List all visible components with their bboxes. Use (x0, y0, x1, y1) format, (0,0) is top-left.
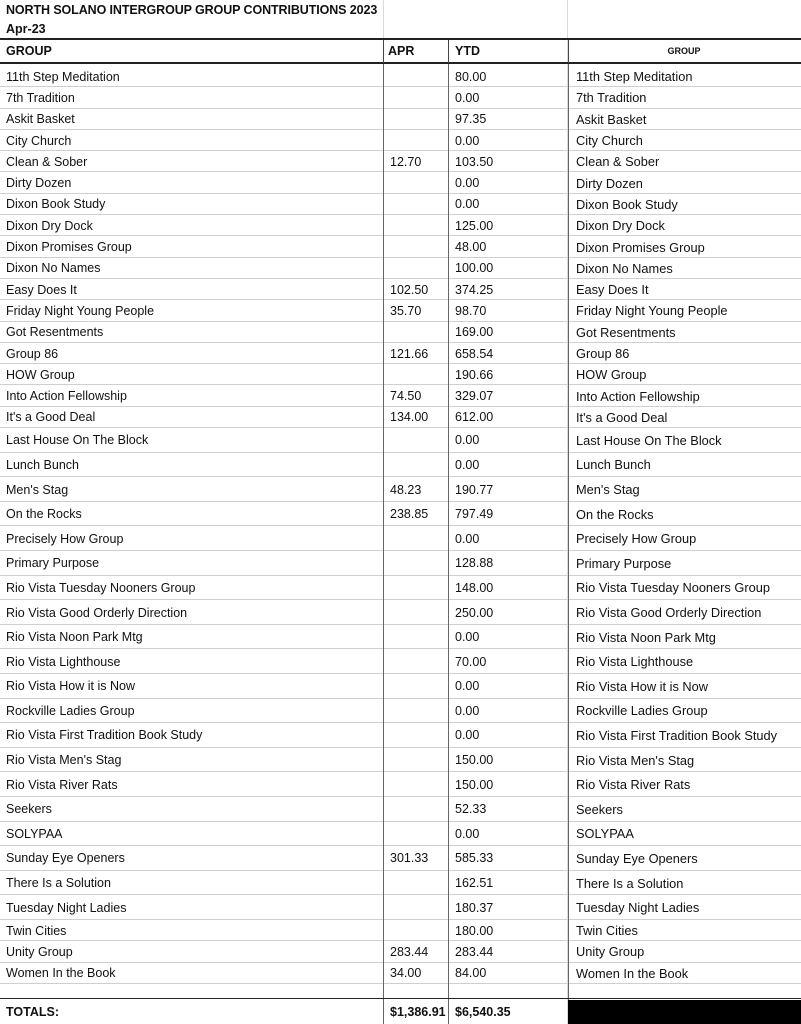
group-right-cell: 11th Step Meditation (576, 69, 693, 85)
group-cell: Got Resentments (6, 325, 104, 340)
column-border-group-right (568, 64, 569, 1000)
ytd-cell: 128.88 (455, 556, 494, 571)
group-right-cell: Precisely How Group (576, 531, 697, 547)
ytd-cell: 148.00 (455, 580, 494, 595)
column-border-ytd (448, 64, 449, 1024)
contributions-table (0, 66, 801, 984)
group-cell: Group 86 (6, 346, 59, 361)
ytd-cell: 0.00 (455, 133, 480, 148)
table-row (0, 364, 801, 385)
table-row (0, 797, 801, 822)
group-cell: Easy Does It (6, 282, 77, 297)
ytd-cell: 150.00 (455, 753, 494, 768)
apr-cell: 238.85 (390, 507, 429, 522)
table-row (0, 674, 801, 699)
ytd-cell: 0.00 (455, 531, 480, 546)
ytd-cell: 97.35 (455, 112, 487, 127)
group-cell: Seekers (6, 802, 52, 817)
apr-cell (388, 797, 450, 822)
group-right-cell: Dixon Dry Dock (576, 218, 665, 234)
apr-cell (388, 109, 450, 130)
apr-cell (388, 215, 450, 236)
group-cell: Rockville Ladies Group (6, 703, 135, 718)
group-right-cell: Rio Vista Men's Stag (576, 752, 695, 768)
group-cell: Rio Vista Noon Park Mtg (6, 630, 143, 645)
table-row (0, 300, 801, 321)
apr-cell (388, 822, 450, 847)
group-cell: It's a Good Deal (6, 410, 96, 425)
ytd-cell: 0.00 (455, 703, 480, 718)
apr-cell: 283.44 (390, 944, 429, 959)
group-right-cell: Unity Group (576, 944, 645, 960)
group-right-cell: Lunch Bunch (576, 457, 651, 473)
group-cell: Dixon Dry Dock (6, 218, 93, 233)
ytd-cell: 70.00 (455, 654, 487, 669)
group-cell: Rio Vista First Tradition Book Study (6, 728, 203, 743)
group-cell: Rio Vista How it is Now (6, 679, 135, 694)
table-row (0, 846, 801, 871)
table-row (0, 895, 801, 920)
table-row (0, 407, 801, 428)
group-right-cell: Got Resentments (576, 324, 676, 340)
apr-cell: 74.50 (390, 389, 422, 404)
group-cell: Dixon Book Study (6, 197, 106, 212)
table-row (0, 551, 801, 576)
group-cell: Dixon No Names (6, 261, 101, 276)
group-cell: Twin Cities (6, 923, 67, 938)
group-right-cell: It's a Good Deal (576, 409, 668, 425)
table-row (0, 172, 801, 193)
ytd-cell: 150.00 (455, 777, 494, 792)
apr-cell (388, 172, 450, 193)
apr-cell: 102.50 (390, 282, 429, 297)
header-ytd: YTD (455, 44, 480, 58)
apr-cell (388, 551, 450, 576)
ytd-cell: 169.00 (455, 325, 494, 340)
group-cell: 7th Tradition (6, 90, 75, 105)
group-right-cell: Last House On The Block (576, 432, 722, 448)
table-row (0, 526, 801, 551)
table-row (0, 215, 801, 236)
ytd-cell: 180.37 (455, 900, 494, 915)
group-cell: On the Rocks (6, 507, 82, 522)
apr-cell (388, 723, 450, 748)
ytd-cell: 797.49 (455, 507, 494, 522)
group-right-cell: Easy Does It (576, 282, 649, 298)
ytd-cell: 190.77 (455, 482, 494, 497)
apr-cell (388, 66, 450, 87)
ytd-cell: 52.33 (455, 802, 487, 817)
table-row (0, 822, 801, 847)
table-row (0, 428, 801, 453)
apr-cell (388, 236, 450, 257)
table-row (0, 258, 801, 279)
group-right-cell: Clean & Sober (576, 154, 660, 170)
apr-cell: 134.00 (390, 410, 429, 425)
ytd-cell: 0.00 (455, 457, 480, 472)
table-row (0, 151, 801, 172)
table-row (0, 322, 801, 343)
group-cell: Dixon Promises Group (6, 240, 132, 255)
group-right-cell: Rio Vista Tuesday Nooners Group (576, 580, 770, 596)
apr-cell (388, 130, 450, 151)
ytd-cell: 658.54 (455, 346, 494, 361)
apr-cell (388, 428, 450, 453)
group-cell: Clean & Sober (6, 154, 88, 169)
apr-cell (388, 871, 450, 896)
apr-cell: 34.00 (390, 966, 422, 981)
apr-cell (388, 699, 450, 724)
table-row (0, 236, 801, 257)
header-divider (448, 40, 449, 63)
group-right-cell: Seekers (576, 801, 623, 817)
table-row (0, 453, 801, 478)
ytd-cell: 100.00 (455, 261, 494, 276)
ytd-cell: 162.51 (455, 876, 494, 891)
ytd-cell: 103.50 (455, 154, 494, 169)
apr-cell (388, 895, 450, 920)
apr-cell: 301.33 (390, 851, 429, 866)
group-right-cell: Dixon Promises Group (576, 239, 705, 255)
apr-cell (388, 576, 450, 601)
apr-cell (388, 772, 450, 797)
group-cell: Into Action Fellowship (6, 389, 127, 404)
group-right-cell: On the Rocks (576, 506, 654, 522)
ytd-cell: 0.00 (455, 630, 480, 645)
totals-top-border (0, 998, 801, 999)
table-row (0, 502, 801, 527)
group-right-cell: Rio Vista Good Orderly Direction (576, 605, 762, 620)
ytd-cell: 612.00 (455, 410, 494, 425)
group-cell: Primary Purpose (6, 556, 100, 571)
group-right-cell: Women In the Book (576, 965, 689, 981)
ytd-cell: 190.66 (455, 367, 494, 382)
group-right-cell: There Is a Solution (576, 875, 684, 891)
totals-label: TOTALS: (6, 1005, 60, 1019)
table-row (0, 343, 801, 364)
group-right-cell: HOW Group (576, 367, 647, 383)
group-cell: Friday Night Young People (6, 303, 155, 318)
apr-cell: 48.23 (390, 482, 422, 497)
group-right-cell: Dixon No Names (576, 260, 673, 276)
group-right-cell: Dirty Dozen (576, 175, 643, 191)
group-right-cell: Askit Basket (576, 111, 647, 127)
group-cell: Unity Group (6, 944, 73, 959)
ytd-cell: 0.00 (455, 176, 480, 191)
group-right-cell: Rio Vista Noon Park Mtg (576, 629, 716, 645)
table-row (0, 941, 801, 962)
black-filled-cell (568, 1000, 801, 1024)
group-right-cell: Sunday Eye Openers (576, 850, 698, 866)
table-row (0, 194, 801, 215)
group-cell: Askit Basket (6, 112, 75, 127)
table-row (0, 699, 801, 724)
table-row (0, 600, 801, 625)
group-right-cell: Dixon Book Study (576, 196, 678, 212)
totals-ytd: $6,540.35 (455, 1005, 511, 1019)
group-cell: Rio Vista River Rats (6, 777, 118, 792)
ytd-cell: 0.00 (455, 90, 480, 105)
column-border-apr (383, 64, 384, 1024)
table-row (0, 279, 801, 300)
group-cell: Sunday Eye Openers (6, 851, 125, 866)
apr-cell (388, 649, 450, 674)
table-row (0, 477, 801, 502)
table-row (0, 66, 801, 87)
apr-cell (388, 920, 450, 941)
apr-cell (388, 322, 450, 343)
group-right-cell: City Church (576, 133, 643, 149)
group-cell: Rio Vista Tuesday Nooners Group (6, 580, 196, 595)
table-row (0, 963, 801, 984)
ytd-cell: 0.00 (455, 826, 480, 841)
ytd-cell: 329.07 (455, 389, 494, 404)
ytd-cell: 0.00 (455, 679, 480, 694)
ytd-cell: 250.00 (455, 605, 494, 620)
group-right-cell: Twin Cities (576, 923, 638, 939)
header-bottom-border (0, 62, 801, 64)
group-cell: Rio Vista Men's Stag (6, 753, 122, 768)
group-right-cell: 7th Tradition (576, 90, 647, 106)
group-right-cell: Rio Vista River Rats (576, 777, 691, 793)
group-cell: Tuesday Night Ladies (6, 900, 127, 915)
group-right-cell: Rio Vista Lighthouse (576, 654, 694, 670)
group-right-cell: Into Action Fellowship (576, 388, 700, 404)
group-right-cell: Group 86 (576, 346, 630, 361)
table-row (0, 871, 801, 896)
apr-cell (388, 194, 450, 215)
group-cell: Precisely How Group (6, 531, 124, 546)
ytd-cell: 84.00 (455, 966, 487, 981)
group-cell: Dirty Dozen (6, 176, 72, 191)
row-divider (0, 983, 801, 984)
group-cell: Men's Stag (6, 482, 69, 497)
apr-cell: 35.70 (390, 303, 422, 318)
group-right-cell: Rockville Ladies Group (576, 703, 708, 719)
ytd-cell: 585.33 (455, 851, 494, 866)
group-right-cell: Rio Vista How it is Now (576, 678, 709, 694)
group-right-cell: Primary Purpose (576, 555, 672, 571)
apr-cell (388, 625, 450, 650)
ytd-cell: 180.00 (455, 923, 494, 938)
group-cell: Women In the Book (6, 966, 116, 981)
apr-cell (388, 674, 450, 699)
group-right-cell: Men's Stag (576, 482, 640, 498)
header-group-right: GROUP (667, 46, 701, 56)
table-row (0, 576, 801, 601)
apr-cell: 12.70 (390, 154, 422, 169)
group-cell: 11th Step Meditation (6, 69, 120, 84)
ytd-cell: 0.00 (455, 433, 480, 448)
header-apr: APR (388, 44, 415, 58)
header-group: GROUP (6, 44, 52, 58)
header-divider (383, 40, 384, 63)
ytd-cell: 80.00 (455, 69, 487, 84)
apr-cell (388, 258, 450, 279)
ytd-cell: 98.70 (455, 303, 487, 318)
apr-cell (388, 600, 450, 625)
totals-apr: $1,386.91 (390, 1005, 446, 1019)
table-row (0, 385, 801, 406)
group-cell: Last House On The Block (6, 433, 149, 448)
header-divider (568, 40, 569, 63)
group-cell: Lunch Bunch (6, 457, 79, 472)
table-row (0, 772, 801, 797)
group-cell: Rio Vista Lighthouse (6, 654, 121, 669)
table-row (0, 920, 801, 941)
group-cell: Rio Vista Good Orderly Direction (6, 605, 188, 620)
ytd-cell: 0.00 (455, 197, 480, 212)
apr-cell (388, 526, 450, 551)
table-row (0, 87, 801, 108)
sheet-title: NORTH SOLANO INTERGROUP GROUP CONTRIBUTIONS 2023 (6, 3, 378, 17)
table-row (0, 723, 801, 748)
sheet-subtitle: Apr-23 (6, 22, 46, 36)
table-row (0, 109, 801, 130)
ytd-cell: 48.00 (455, 240, 487, 255)
ytd-cell: 0.00 (455, 728, 480, 743)
apr-cell (388, 748, 450, 773)
group-right-cell: SOLYPAA (576, 826, 634, 842)
apr-cell: 121.66 (390, 346, 429, 361)
apr-cell (388, 453, 450, 478)
ytd-cell: 125.00 (455, 218, 494, 233)
apr-cell (388, 87, 450, 108)
group-cell: SOLYPAA (6, 826, 63, 841)
table-row (0, 625, 801, 650)
ytd-cell: 374.25 (455, 282, 494, 297)
ytd-cell: 283.44 (455, 944, 494, 959)
group-cell: HOW Group (6, 367, 75, 382)
group-cell: City Church (6, 133, 72, 148)
group-right-cell: Friday Night Young People (576, 303, 728, 319)
table-row (0, 130, 801, 151)
table-row (0, 748, 801, 773)
group-right-cell: Rio Vista First Tradition Book Study (576, 727, 778, 743)
table-row (0, 649, 801, 674)
apr-cell (388, 364, 450, 385)
group-cell: There Is a Solution (6, 876, 111, 891)
group-right-cell: Tuesday Night Ladies (576, 900, 700, 916)
